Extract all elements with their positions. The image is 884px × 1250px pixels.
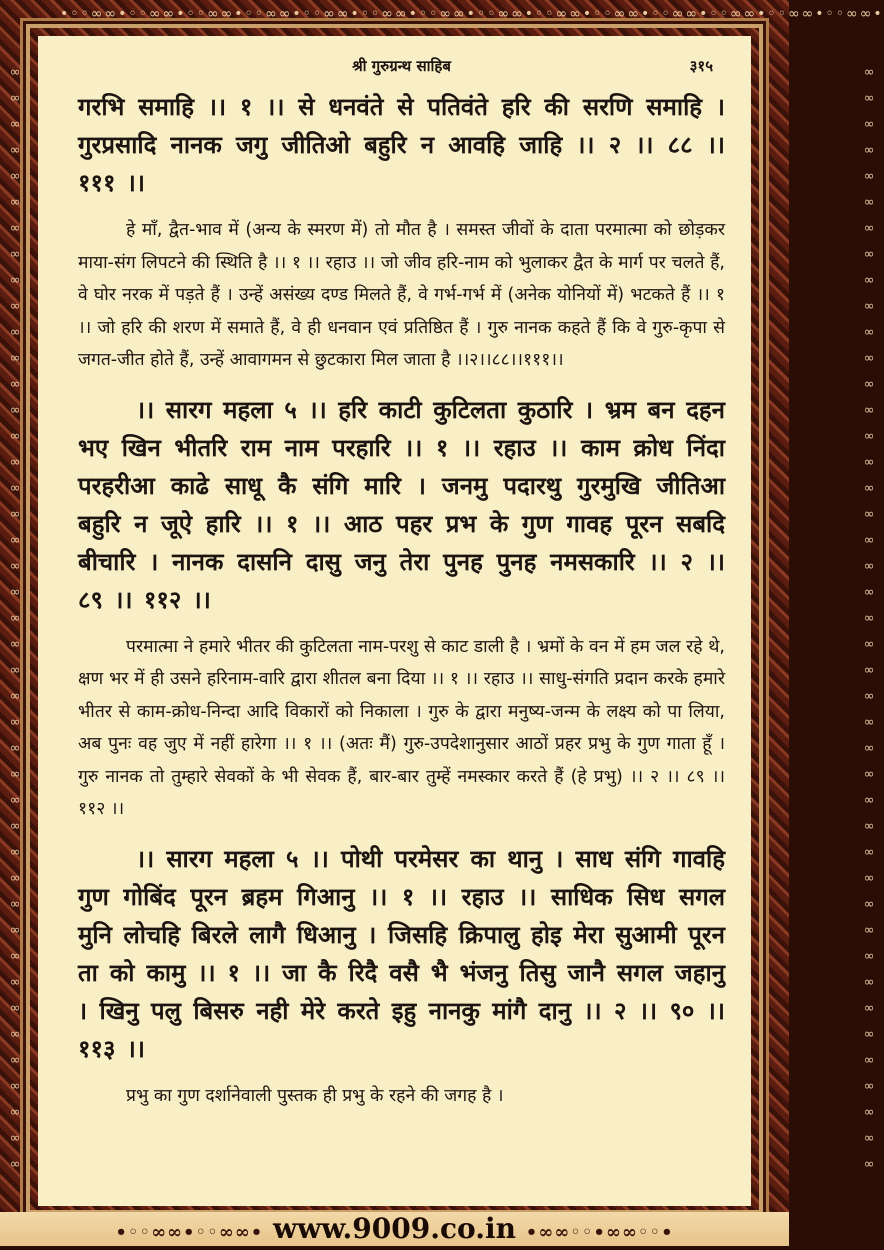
verse-block: ।। सारग महला ५ ।। पोथी परमेसर का थानु । साध संगि गावहि गुण गोबिंद पूरन ब्रहम गिआनु ।। १ ।। रहाउ ।। साधिक सिध सगल मुनि लोचहि बिरले लागै धिआनु । जिसहि क्रिपालु होइ मेरा सुआमी पूरन ता को कामु ।। १ ।। जा कै रिदै वसै भै भंजनु तिसु जानै सगल जहानु । खिनु पलु बिसरु नही मेरे करते इहु नानकु मांगै दानु ।। २ ।। ९० ।। ११३ ।। xyxy=(78,844,725,1063)
translation-block: प्रभु का गुण दर्शानेवाली पुस्तक ही प्रभु के रहने की जगह है । xyxy=(126,1085,504,1106)
footer-ornament-left: •◦◦∞∞•◦◦∞∞• xyxy=(115,1222,264,1243)
scripture-page xyxy=(38,36,751,1206)
page-title: श्री गुरुग्रन्थ साहिब xyxy=(352,57,451,75)
verse-block: गरभि समाहि ।। १ ।। से धनवंते से पतिवंते हरि की सरणि समाहि । गुरप्रसादि नानक जगु जीतिओ बहुरि न आवहि जाहि ।। २ ।। ८८ ।। १११ ।। xyxy=(78,93,725,197)
page-number: ३१५ xyxy=(689,57,713,75)
translation-block: हे माँ, द्वैत-भाव में (अन्य के स्मरण में) तो मौत है । समस्त जीवों के दाता परमात्मा को छोड़कर माया-संग लिपटने की स्थिति है ।। १ ।। रहाउ ।। जो जीव हरि-नाम को भुलाकर द्वैत के मार्ग पर चलते हैं, वे घोर नरक में पड़ते हैं । उन्हें असंख्य दण्ड मिलते हैं, वे गर्भ-गर्भ में (अनेक योनियों में) भटकते हैं ।। १ ।। जो हरि की शरण में समाते हैं, वे ही धनवान एवं प्रतिष्ठित हैं । गुरु नानक कहते हैं कि वे गुरु-कृपा से जगत-जीत होते हैं, उन्हें आवागमन से छुटकारा मिल जाता है ।।२।।८८।।१११।। xyxy=(78,220,725,370)
right-ornament: ∞ ∞ ∞ ∞ ∞ ∞ ∞ ∞ ∞ ∞ ∞ ∞ ∞ ∞ ∞ ∞ ∞ ∞ ∞ ∞ ∞ ∞ ∞ ∞ ∞ ∞ ∞ ∞ ∞ ∞ ∞ ∞ ∞ ∞ ∞ ∞ ∞ ∞ ∞ ∞ ∞ ∞ ∞ xyxy=(863,65,875,1172)
verse-block: ।। सारग महला ५ ।। हरि काटी कुटिलता कुठारि । भ्रम बन दहन भए खिन भीतरि राम नाम परहारि ।। १ ।। रहाउ ।। काम क्रोध निंदा परहरीआ काढे साधू कै संगि मारि । जनमु पदारथु गुरमुखि जीतिआ बहुरि न जूऐ हारि ।। १ ।। आठ पहर प्रभ के गुण गावह पूरन सबदि बीचारि । नानक दासनि दासु जनु तेरा पुनह पुनह नमसकारि ।। २ ।। ८९ ।। ११२ ।। xyxy=(78,395,725,614)
left-ornament: ∞ ∞ ∞ ∞ ∞ ∞ ∞ ∞ ∞ ∞ ∞ ∞ ∞ ∞ ∞ ∞ ∞ ∞ ∞ ∞ ∞ ∞ ∞ ∞ ∞ ∞ ∞ ∞ ∞ ∞ ∞ ∞ ∞ ∞ ∞ ∞ ∞ ∞ ∞ ∞ ∞ ∞ ∞ xyxy=(9,65,21,1172)
top-ornament: •◦◦∞∞•◦◦∞∞•◦◦∞∞•◦◦∞∞•◦◦∞∞•◦◦∞∞•◦◦∞∞•◦◦∞∞•◦◦∞∞•◦◦∞∞•◦◦∞∞•◦◦∞∞•◦◦∞∞•◦◦∞∞• xyxy=(60,6,884,22)
page-header xyxy=(78,56,725,84)
translation-block: परमात्मा ने हमारे भीतर की कुटिलता नाम-परशु से काट डाली है । भ्रमों के वन में हम जल रहे थे, क्षण भर में ही उसने हरिनाम-वारि द्वारा शीतल बना दिया ।। १ ।। रहाउ ।। साधु-संगति प्रदान करके हमारे भीतर से काम-क्रोध-निन्दा आदि विकारों को निकाला । गुरु के द्वारा मनुष्य-जन्म के लक्ष्य को पा लिया, अब पुनः वह जुए में नहीं हारेगा ।। १ ।। (अतः मैं) गुरु-उपदेशानुसार आठों प्रहर प्रभु के गुण गाता हूँ । गुरु नानक तो तुम्हारे सेवकों के भी सेवक हैं, बार-बार तुम्हें नमस्कार करते हैं (हे प्रभु) ।। २ ।। ८९ ।। ११२ ।। xyxy=(78,636,725,819)
footer-bar xyxy=(0,1212,789,1246)
website-url[interactable]: www.9009.co.in xyxy=(273,1212,516,1245)
footer-ornament-right: •∞∞◦◦•∞∞◦◦• xyxy=(525,1222,674,1243)
